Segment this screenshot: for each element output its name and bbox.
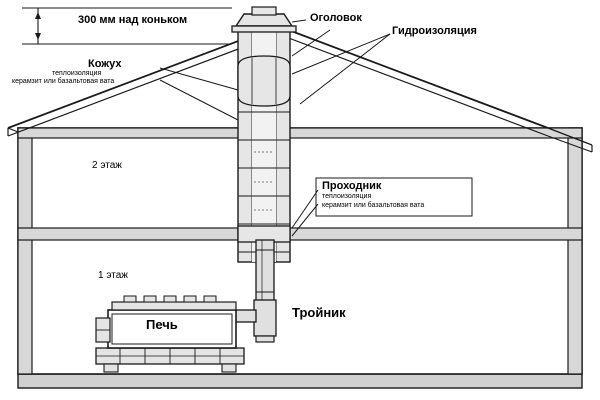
chimney-cap-brim — [232, 26, 296, 32]
label-furnace: Печь — [146, 317, 178, 332]
leader-casing-1 — [160, 68, 238, 90]
wall-left — [18, 128, 32, 374]
dimension-arrow-up — [35, 12, 41, 19]
tee-fitting — [254, 300, 276, 336]
dimension-arrow-down — [35, 33, 41, 40]
leader-casing-2 — [160, 80, 238, 120]
label-waterproofing: Гидроизоляция — [392, 25, 477, 37]
label-above-ridge: 300 мм над коньком — [78, 14, 188, 26]
furnace-hob-1 — [124, 296, 136, 302]
ceiling-slab-top — [18, 128, 582, 138]
chimney-cap-top — [252, 7, 276, 15]
label-cap: Оголовок — [310, 12, 362, 24]
wall-right — [568, 128, 582, 374]
label-passage-sub2: керамзит или базальтовая вата — [322, 202, 425, 209]
label-tee: Тройник — [292, 305, 346, 320]
leader-waterproofing-1 — [292, 34, 390, 74]
furnace-foot-right — [222, 364, 236, 372]
furnace-hob-3 — [164, 296, 176, 302]
label-casing: Кожух — [88, 58, 122, 70]
roof-eave-left — [8, 128, 18, 132]
furnace-hob-5 — [204, 296, 216, 302]
label-passage: Проходник — [322, 180, 382, 192]
tee-bottom-cap — [256, 336, 274, 342]
floor-slab-mid — [18, 228, 582, 240]
furnace-foot-left — [104, 364, 118, 372]
furnace-hob-4 — [184, 296, 196, 302]
furnace-hob-2 — [144, 296, 156, 302]
label-floor1: 1 этаж — [98, 270, 128, 281]
leader-cap — [292, 20, 306, 22]
ground-strip — [18, 374, 582, 388]
leader-waterproofing-2 — [300, 34, 390, 104]
chimney-cap — [236, 14, 292, 26]
label-casing-sub1: теплоизоляция — [52, 70, 102, 77]
label-casing-sub2: керамзит или базальтовая вата — [12, 78, 115, 85]
furnace-top-plate — [112, 302, 236, 310]
label-floor2: 2 этаж — [92, 160, 122, 171]
label-passage-sub1: теплоизоляция — [322, 193, 372, 200]
casing-insulation-bulge — [238, 56, 290, 106]
